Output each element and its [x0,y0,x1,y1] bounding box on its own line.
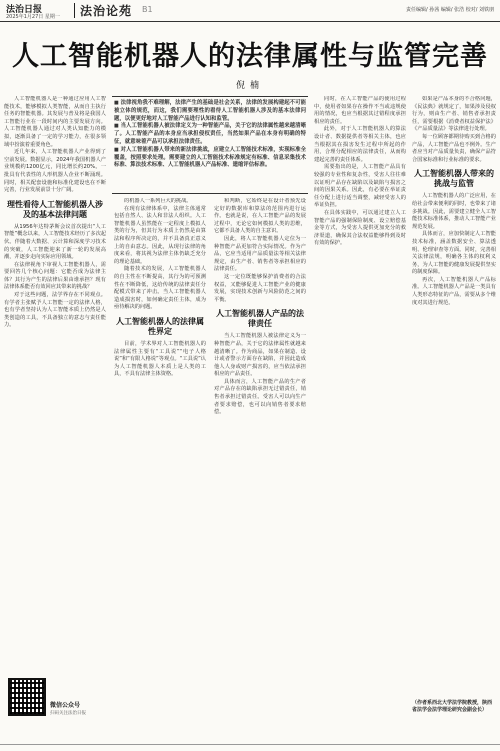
section-title: 法治论苑 [80,4,133,18]
article-column-2 [114,198,206,738]
paragraph: 人工智能机器人是一种通过应用人工智能技术，能够模拟人类智能，从而自主执行任务的智能机器。其发展与普及将是我国人工智能行业在一段时间内的主要发展方向。人工智能机器人通过对人类认知能力的模拟，逐渐具备了一定的学习能力，在很多领域中扮演着重要角色。 [4,96,106,148]
article-column-3 [214,198,306,738]
section-heading: 理性看待人工智能机器人涉及的基本法律问题 [7,199,103,219]
qr-label: 微信公众号 [50,702,81,709]
paragraph: 因此，将人工智能机器人定位为一种智能产品更加符合实际情况。作为产品，它应当适用产品质量法等相关法律规定，由生产者、销售者等承担相应的法律责任。 [214,235,306,273]
article-column-5 [412,96,496,698]
section-heading: 人工智能机器人产品的法律责任 [216,309,304,329]
paragraph: 近几年来，人工智能机器人产业得到了空前发展。数据显示，2024年我国机器人产业规模约1200亿元，同比增长约20%。一批具有代表性的人形机器人企业不断涌现。同时，相关配套设施和标准化建设也在不断完善，行业发展前景十分广阔。 [4,149,106,194]
editor-credits: 责任编辑/ 孙茜 编辑/ 张浩 校对/ 刘铁朋 [405,7,494,13]
paragraph: 当人工智能机器人被法律定义为一种智能产品，关于它的法律属性就越来越清晰了。作为商品，如果在制造、设计或者警示方面存在缺陷，并因此造成他人人身或财产损害的，应当依法承担相应的产品责任。 [214,333,306,378]
paragraph: 目前，学术界对人工智能机器人的法律属性主要有“工具说”“电子人格说”和“有限人格说”等观点。“工具说”认为人工智能机器人本质上是人类的工具，不具有法律主体资格。 [114,340,206,378]
paragraph: 在法律视角下审视人工智能机器人，需要回答几个核心问题：它能否成为法律主体？其行为产生的法律后果由谁承担？现有法律体系能否有效回应其带来的挑战？ [4,261,106,291]
qr-sublabel: 扫码关注法治日报 [50,711,86,716]
author-bio: （作者系西北大学法学院教授，陕西省法学会法学理论研究会副会长） [412,700,493,713]
paragraph: 每一位顾客都期待购买到合格的产品，人工智能产品也不例外。生产者应当对产品质量负责，确保产品符合国家标准和行业标准的要求。 [412,133,496,163]
masthead-divider [74,3,75,18]
paragraph: 同时，在人工智能产品的使用过程中，使用者如果存在操作不当或违规使用的情况，也应当根据其过错程度承担相应的责任。 [314,96,406,125]
abstract-item: ■ 对人工智能机器人带来的新法律挑战，应建立人工智能技术标准，实现标准全覆盖，按照要求处理。需要建立的人工智能技术标准规定有标准、信息采集技术标准、算法技术标准、人工智能机器人产品标准、遗缩评估标准。 [114,147,306,170]
paragraph: 这一定位既能够保护消费者的合法权益，又能够促进人工智能产业的健康发展，实现技术创新与风险防范之间的平衡。 [214,273,306,303]
page-number: B1 [142,5,153,14]
abstract-item: ■ 当人工智能机器人被法律定义为一种智能产品，关于它的法律属性越来越清晰了。人工智能产品的本身应当承担侵权责任，当然如果产品在本身有明确的特征，就意味着产品可以承担法律责任。 [114,123,306,146]
abstract-item: ■ 法律视角我不难理解，法律产生的基础是社会关系，法律的发展构建起不可能被立体的规范，而这，我们需要理性的看待人工智能机器人涉及的基本法律问题，以便更好地对人工智能产品进行认知和监管。 [114,100,306,123]
paragraph: 和判断，它始终是在设计者预先设定好的数据库和算法的范围内进行运作。也就是说，在人工智能产品的发展过程中，无论它如何模拟人类的思维，它都不具备人类的自主意识。 [214,198,306,235]
abstract-box [112,96,308,194]
paragraph: 从1956年达特茅斯会议首次提出“人工智能”概念以来，人工智能技术经历了多次起伏。伴随着大数据、云计算和深度学习技术的突破，人工智能迎来了新一轮的发展高潮，并逐步走向实际应用领域。 [4,223,106,261]
paragraph: 在具体实践中，可以通过建立人工智能产品的强制保险制度、设立赔偿基金等方式，为受害人提供更加充分的救济渠道，确保其合法权益能够得到及时有效的保护。 [314,209,406,247]
paragraph: 此外，对于人工智能机器人的算法设计者、数据提供者等相关主体，也应当根据其在损害发生过程中所起的作用，合理分配相应的法律责任，从而构建起完善的责任体系。 [314,126,406,163]
paragraph: 对于这些问题，法学界存在不同观点。有学者主张赋予人工智能一定的法律人格，也有学者坚持认为人工智能本质上仍然是人类创造的工具，不具备独立的意志与责任能力。 [4,292,106,329]
qr-code-icon[interactable] [8,678,46,716]
article-column-4 [314,96,406,738]
article-author: 倪楠 [235,81,264,91]
article-headline: 人工智能机器人的法律属性与监管完善 [12,41,488,72]
paragraph: 如果是产品本身的不合格问题，《民法典》就规定了，如果涉及侵权行为，则由生产者、销售者承担责任，需要根据《消费者权益保护法》《产品质量法》等法律进行处理。 [412,96,496,133]
section-heading: 人工智能机器人带来的挑战与监管 [414,169,494,189]
paragraph: 人工智能机器人的广泛应用，在给社会带来便利的同时，也带来了诸多挑战。因此，需要建立健全人工智能技术标准体系，推动人工智能产业规范发展。 [412,193,496,230]
bottom-divider [0,744,500,745]
paragraph: 再次，人工智能机器人产品标准。人工智能机器人产品是一类具有人类形态特征的产品，需要从多个维度对其进行规范。 [412,276,496,306]
newspaper-logo: 法治日报 [6,5,43,15]
paragraph: 在现有法律体系中，法律主体通常包括自然人、法人和非法人组织。人工智能机器人虽然能在一定程度上模拟人类的行为，但其行为本质上仍然是由算法和程序所决定的，并不具备真正意义上的自由意志。因此，从现行法律的角度来看，将其视为法律主体仍缺乏充分的理论基础。 [114,205,206,265]
section-heading: 人工智能机器人的法律属性界定 [116,316,204,336]
article-column-1 [4,96,106,671]
masthead [0,0,500,22]
paragraph: 具体而言，人工智能产品的生产者对产品存在的缺陷承担无过错责任，销售者承担过错责任。受害人可以向生产者要求赔偿，也可以向销售者要求赔偿。 [214,378,306,416]
paragraph: 具体而言，应加快制定人工智能技术标准，涵盖数据安全、算法透明、伦理审查等方面。同时，完善相关法律法规，明确各主体的权利义务，为人工智能的健康发展提供坚实的制度保障。 [412,231,496,276]
paragraph: 的机器人一系列巨大的挑战。 [124,198,192,204]
issue-date: 2025年1月27日 星期一 [6,14,60,20]
paragraph: 需要指出的是，人工智能产品具有较强的专业性和复杂性，受害人往往难以证明产品存在缺陷以及缺陷与损害之间的因果关系。因此，有必要在举证责任分配上进行适当调整，减轻受害人的举证负担。 [314,164,406,209]
paragraph: 随着技术的发展，人工智能机器人的自主性在不断提高，其行为的可预测性在不断降低，这给传统的法律责任分配模式带来了冲击。当人工智能机器人造成损害时，如何确定责任主体，成为亟待解决的问题。 [114,266,206,311]
